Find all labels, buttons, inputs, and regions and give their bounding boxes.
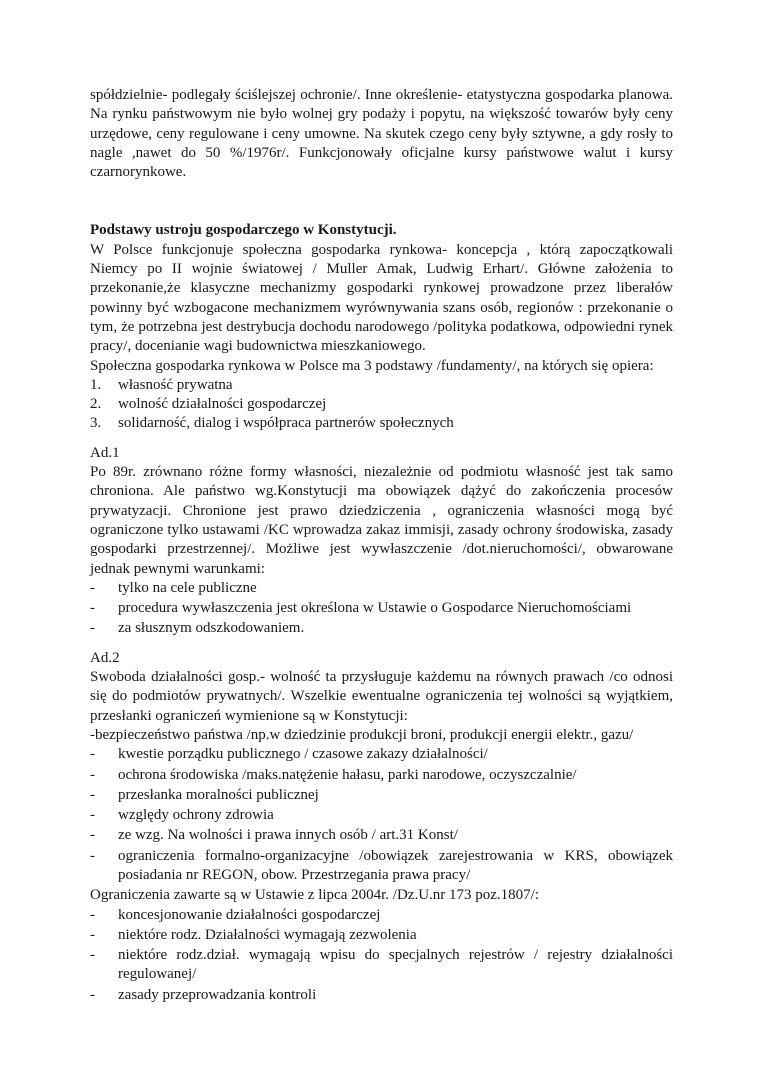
list-item — [90, 926, 673, 945]
list-item-text: wolność działalności gospodarczej — [118, 396, 327, 413]
list-item-text: ochrona środowiska /maks.natężenie hałasu, parki narodowe, oczyszczalnie/ — [118, 766, 577, 783]
foundations-intro: Społeczna gospodarka rynkowa w Polsce ma 3 podstawy /fundamenty/, na których się opiera: — [90, 357, 654, 374]
list-item — [90, 906, 673, 925]
dash-marker: - — [90, 906, 95, 923]
ad1-conditions-list — [90, 579, 673, 639]
dash-marker: - — [90, 986, 95, 1003]
list-item — [90, 745, 673, 764]
list-item-text: procedura wywłaszczenia jest określona w Ustawie o Gospodarce Nieruchomościami — [118, 600, 632, 617]
section-paragraph: W Polsce funkcjonuje społeczna gospodarka rynkowa- koncepcja , którą zapoczątkowali Niemcy po II wojnie światowej / Muller Amak, Ludwig Erhart/. Główne założenia to przekonanie,że klasyczne mechanizmy gospodarki rynkowej prowadzone przez liberałów powinny być wzbogacone mechanizmem wyrównywania szans osób, regionów : przekonanie o tym, że potrzebna jest destrybucja dochodu narodowego /polityka podatkowa, odpowiedni rynek pracy/, docenianie wagi budownictwa mieszkaniowego. — [90, 241, 673, 355]
dash-marker: - — [90, 947, 95, 964]
list-item — [90, 579, 673, 598]
list-number: 1. — [90, 376, 102, 393]
list-item — [90, 786, 673, 805]
list-item — [90, 806, 673, 825]
dash-marker: - — [90, 579, 95, 596]
list-item-text: niektóre rodz.dział. wymagają wpisu do specjalnych rejestrów / rejestry działalności regulowanej/ — [118, 947, 673, 983]
dash-marker: - — [90, 766, 95, 783]
list-number: 2. — [90, 396, 102, 413]
ad1-paragraph: Po 89r. zrównano różne formy własności, niezależnie od podmiotu własność jest tak samo chroniona. Ale państwo wg.Konstytucji ma obowiązek dążyć do zakończenia procesów prywatyzacji. Chronione jest prawo dziedziczenia , ograniczenia własności mogą być ograniczone tylko ustawami /KC wprowadza zakaz immisji, zasady ochrony środowiska, zasady gospodarki przestrzennej/. Możliwe jest wywłaszczenie /dot.nieruchomości/, obwarowane jednak pewnymi warunkami: — [90, 464, 673, 577]
list-item — [90, 376, 673, 395]
list-item — [90, 599, 673, 618]
list-item-text: względy ochrony zdrowia — [118, 807, 274, 824]
dash-marker: - — [90, 926, 95, 943]
list-item-text: przesłanka moralności publicznej — [118, 786, 319, 803]
list-item — [90, 826, 673, 845]
list-item-text: kwestie porządku publicznego / czasowe zakazy działalności/ — [118, 746, 488, 763]
list-item-text: solidarność, dialog i współpraca partnerów społecznych — [118, 415, 454, 432]
list-item — [90, 847, 673, 886]
list-item — [90, 414, 673, 433]
list-item-text: ze wzg. Na wolności i prawa innych osób / art.31 Konst/ — [118, 827, 458, 844]
list-item-text: zasady przeprowadzania kontroli — [118, 986, 317, 1003]
section-heading: Podstawy ustroju gospodarczego w Konstytucji. — [90, 222, 397, 239]
ad2-label: Ad.2 — [90, 649, 120, 666]
list-number: 3. — [90, 415, 102, 432]
list-item — [90, 395, 673, 414]
act-intro: Ograniczenia zawarte są w Ustawie z lipca 2004r. /Dz.U.nr 173 poz.1807/: — [90, 887, 540, 904]
list-item-text: niektóre rodz. Działalności wymagają zezwolenia — [118, 926, 417, 943]
dash-marker: - — [90, 827, 95, 844]
list-item-text: ograniczenia formalno-organizacyjne /obowiązek zarejestrowania w KRS, obowiązek posiadania nr REGON, obow. Przestrzegania prawa pracy/ — [118, 847, 673, 883]
list-item — [90, 946, 673, 985]
ad2-restrictions-list — [90, 745, 673, 885]
dash-marker: - — [90, 807, 95, 824]
list-item-text: tylko na cele publiczne — [118, 579, 257, 596]
list-item — [90, 619, 673, 638]
dash-marker: - — [90, 620, 95, 637]
list-item-text: za słusznym odszkodowaniem. — [118, 620, 305, 637]
ad1-label: Ad.1 — [90, 444, 120, 461]
list-item-text: koncesjonowanie działalności gospodarczej — [118, 906, 381, 923]
act-items-list — [90, 906, 673, 1005]
intro-paragraph: spółdzielnie- podlegały ściślejszej ochronie/. Inne określenie- etatystyczna gospodarka planowa. Na rynku państwowym nie było wolnej gry podaży i popytu, na większość towarów były ceny urzędowe, ceny regulowane i ceny umowne. Na skutek czego ceny były sztywne, a gdy rosły to nagle ,nawet do 50 %/1976r/. Funkcjonowały oficjalne kursy państwowe walut i kursy czarnorynkowe. — [90, 87, 673, 181]
list-item-text: własność prywatna — [118, 376, 233, 393]
list-item — [90, 986, 673, 1005]
list-item — [90, 766, 673, 785]
dash-marker: - — [90, 786, 95, 803]
ad2-paragraph: Swoboda działalności gosp.- wolność ta przysługuje każdemu na równych prawach /co odnosi się do podmiotów prywatnych/. Wszelkie ewentualne ograniczenia tej wolności są wyjątkiem, przesłanki ograniczeń wymienione są w Konstytucji: — [90, 669, 673, 724]
ad2-first-restriction: -bezpieczeństwo państwa /np.w dziedzinie produkcji broni, produkcji energii elektr., gazu/ — [90, 726, 634, 743]
foundations-list — [90, 376, 673, 434]
dash-marker: - — [90, 847, 95, 864]
dash-marker: - — [90, 746, 95, 763]
dash-marker: - — [90, 600, 95, 617]
